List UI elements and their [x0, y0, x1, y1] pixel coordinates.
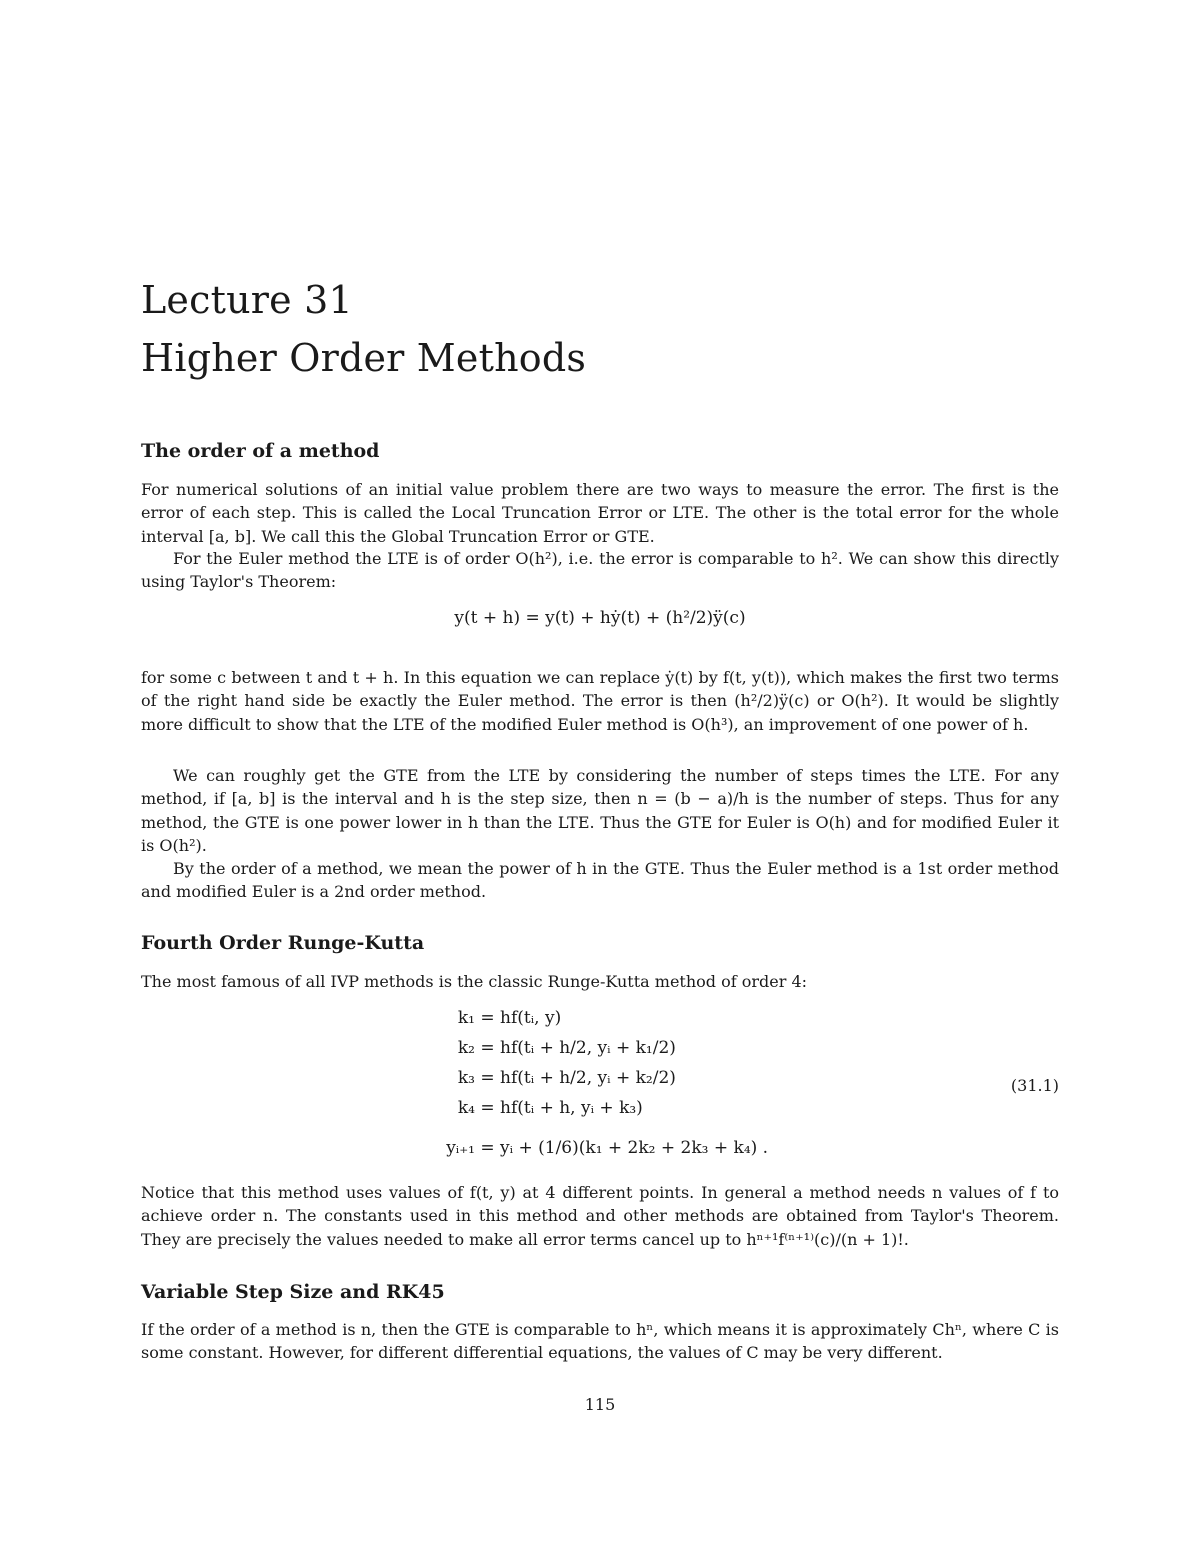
- paragraph-rk4-notes: Notice that this method uses values of f(t, y) at 4 different points. In general a method needs n values of f to achieve order n. The constants used in this method and other methods are obtained from Taylor's Theorem. They are precisely the values needed to make all error terms cancel up to hⁿ⁺¹f⁽ⁿ⁺¹⁾(c)/(n + 1)!.: [141, 1183, 1059, 1249]
- equation-lhs: k₃: [457, 1068, 475, 1088]
- equation-number: (31.1): [1010, 1076, 1059, 1095]
- equation-lhs: yᵢ₊₁: [446, 1138, 475, 1158]
- paragraph-variable-step: If the order of a method is n, then the GTE is comparable to hⁿ, which means it is approximately Chⁿ, where C is some constant. However, for different differential equations, the values of C may be very different.: [141, 1320, 1059, 1363]
- paragraph-order-definition: By the order of a method, we mean the power of h in the GTE. Thus the Euler method is a 1st order method and modified Euler is a 2nd order method.: [141, 859, 1059, 902]
- equation-k3: [427, 1068, 676, 1088]
- lecture-title: Higher Order Methods: [141, 336, 587, 380]
- equation-lhs: k₁: [457, 1008, 475, 1028]
- page-number: 115: [584, 1395, 616, 1414]
- section-heading-order: The order of a method: [141, 440, 380, 462]
- lecture-number: Lecture 31: [141, 278, 353, 322]
- equation-lhs: k₄: [457, 1098, 475, 1118]
- equation-rhs: = yᵢ + (1/6)(k₁ + 2k₂ + 2k₃ + k₄) .: [480, 1138, 769, 1158]
- taylor-equation: y(t + h) = y(t) + hẏ(t) + (h²/2)ÿ(c): [454, 608, 746, 628]
- equation-rhs: = hf(tᵢ + h, yᵢ + k₃): [480, 1098, 643, 1118]
- equation-rhs: = hf(tᵢ, y): [480, 1008, 562, 1028]
- equation-rhs: = hf(tᵢ + h/2, yᵢ + k₂/2): [480, 1068, 676, 1088]
- section-heading-rk45: Variable Step Size and RK45: [141, 1281, 445, 1303]
- paragraph-intro: For numerical solutions of an initial value problem there are two ways to measure the error. The first is the error of each step. This is called the Local Truncation Error or LTE. The other is the total error for the whole interval [a, b]. We call this the Global Truncation Error or GTE.: [141, 480, 1059, 546]
- page: [141, 0, 1059, 1553]
- equation-lhs: k₂: [457, 1038, 475, 1058]
- section-heading-runge-kutta: Fourth Order Runge-Kutta: [141, 932, 425, 954]
- paragraph-gte: We can roughly get the GTE from the LTE by considering the number of steps times the LTE. For any method, if [a, b] is the interval and h is the step size, then n = (b − a)/h is the number of steps. Thus for any method, the GTE is one power lower in h than the LTE. Thus the GTE for Euler is O(h) and for modified Euler it is O(h²).: [141, 766, 1059, 855]
- equation-rhs: = hf(tᵢ + h/2, yᵢ + k₁/2): [480, 1038, 676, 1058]
- equation-y-next: [427, 1138, 768, 1158]
- equation-k2: [427, 1038, 676, 1058]
- rk4-equation-block: [427, 1006, 1059, 1176]
- paragraph-rk4-intro: The most famous of all IVP methods is the classic Runge-Kutta method of order 4:: [141, 972, 808, 991]
- paragraph-error-term: for some c between t and t + h. In this equation we can replace ẏ(t) by f(t, y(t)), which makes the first two terms of the right hand side be exactly the Euler method. The error is then (h²/2)ÿ(c) or O(h²). It would be slightly more difficult to show that the LTE of the modified Euler method is O(h³), an improvement of one power of h.: [141, 668, 1059, 734]
- equation-k1: [427, 1008, 561, 1028]
- equation-k4: [427, 1098, 643, 1118]
- paragraph-euler-lte: For the Euler method the LTE is of order O(h²), i.e. the error is comparable to h². We can show this directly using Taylor's Theorem:: [141, 549, 1059, 592]
